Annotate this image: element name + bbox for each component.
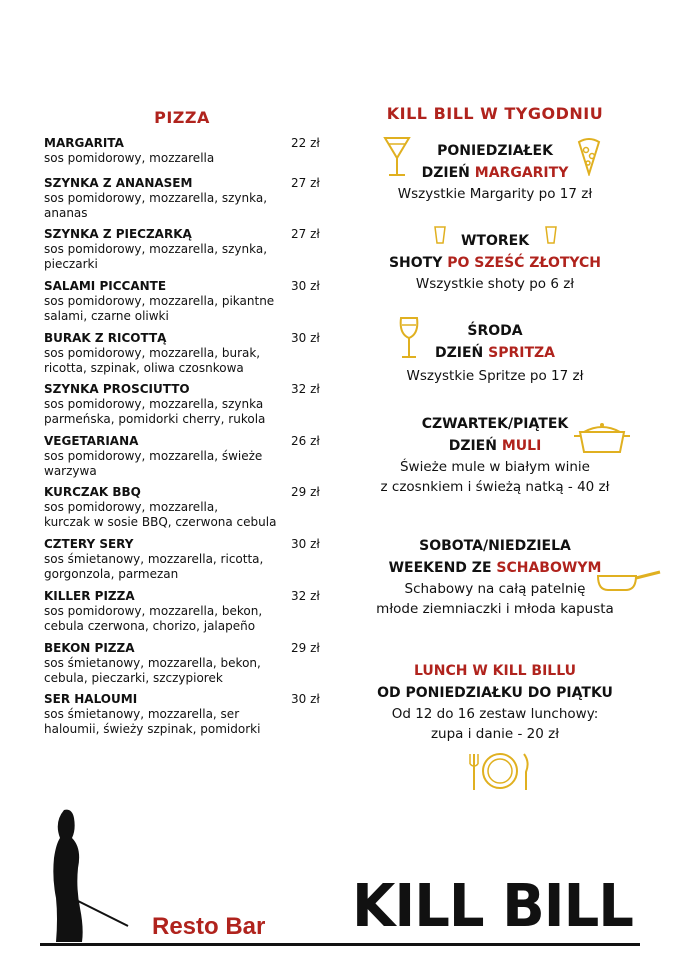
pizza-price: 30 zł xyxy=(291,692,320,706)
pizza-price: 27 zł xyxy=(291,227,320,241)
pizza-name: KURCZAK BBQ xyxy=(44,485,141,499)
week-section-title: KILL BILL W TYGODNIU xyxy=(386,104,604,123)
pizza-item xyxy=(44,136,334,166)
monday-special: DZIEŃ MARGARITY xyxy=(421,165,569,181)
pizza-item xyxy=(44,589,334,634)
shot-glass-icon xyxy=(434,226,446,244)
lunch-desc-2: zupa i danie - 20 zł xyxy=(430,726,560,742)
tuesday-desc: Wszystkie shoty po 6 zł xyxy=(415,276,575,292)
frying-pan-icon xyxy=(596,568,662,594)
pizza-item xyxy=(44,692,334,737)
pizza-description: sos pomidorowy, mozzarella, kurczak w sosie BBQ, czerwona cebula xyxy=(44,500,277,529)
pizza-price: 30 zł xyxy=(291,537,320,551)
pizza-name: SALAMI PICCANTE xyxy=(44,279,167,293)
thu-fri-desc-2: z czosnkiem i świeżą natką - 40 zł xyxy=(380,479,610,495)
lunch-desc-1: Od 12 do 16 zestaw lunchowy: xyxy=(391,706,599,722)
pizza-name: VEGETARIANA xyxy=(44,434,139,448)
pizza-price: 29 zł xyxy=(291,485,320,499)
plate-cutlery-icon xyxy=(468,750,532,792)
weekend-desc-1: Schabowy na całą patelnię xyxy=(404,581,586,597)
tuesday-block xyxy=(360,230,630,294)
pizza-price: 32 zł xyxy=(291,382,320,396)
pizza-slice-icon xyxy=(575,136,603,176)
wednesday-desc: Wszystkie Spritze po 17 zł xyxy=(406,368,584,384)
weekend-desc-2: młode ziemniaczki i młoda kapusta xyxy=(376,601,614,617)
lunch-days: OD PONIEDZIAŁKU DO PIĄTKU xyxy=(377,685,613,701)
brand-logo: KILL BILL xyxy=(352,872,633,941)
pizza-price: 26 zł xyxy=(291,434,320,448)
pizza-name: KILLER PIZZA xyxy=(44,589,135,603)
thu-fri-special: DZIEŃ MULI xyxy=(448,438,542,454)
pizza-name: SZYNKA Z PIECZARKĄ xyxy=(44,227,192,241)
pizza-item xyxy=(44,537,334,582)
pizza-name: MARGARITA xyxy=(44,136,124,150)
pizza-description: sos pomidorowy, mozzarella xyxy=(44,151,215,165)
pizza-description: sos pomidorowy, mozzarella, szynka, ananas xyxy=(44,191,268,220)
thu-fri-desc-1: Świeże mule w białym winie xyxy=(399,459,590,475)
pizza-description: sos śmietanowy, mozzarella, bekon, cebula, pieczarki, szczypiorek xyxy=(44,656,261,685)
bottom-divider xyxy=(40,943,640,946)
pizza-description: sos pomidorowy, mozzarella, szynka, pieczarki xyxy=(44,242,268,271)
tuesday-day: WTOREK xyxy=(460,233,530,249)
pizza-item xyxy=(44,641,334,686)
silhouette-woman-sword-icon xyxy=(42,808,132,948)
weekend-day: SOBOTA/NIEDZIELA xyxy=(419,538,571,554)
pizza-price: 30 zł xyxy=(291,279,320,293)
pizza-description: sos śmietanowy, mozzarella, ser haloumii, świeży szpinak, pomidorki xyxy=(44,707,261,736)
pizza-item xyxy=(44,434,334,479)
pizza-description: sos pomidorowy, mozzarella, pikantne salami, czarne oliwki xyxy=(44,294,275,323)
pot-icon xyxy=(574,420,630,456)
pizza-name: BURAK Z RICOTTĄ xyxy=(44,331,167,345)
weekend-block xyxy=(360,535,630,619)
pizza-description: sos śmietanowy, mozzarella, ricotta, gorgonzola, parmezan xyxy=(44,552,264,581)
pizza-price: 27 zł xyxy=(291,176,320,190)
weekend-special: WEEKEND ZE SCHABOWYM xyxy=(388,560,602,576)
cocktail-glass-icon xyxy=(383,136,411,178)
pizza-item xyxy=(44,331,334,376)
monday-desc: Wszystkie Margarity po 17 zł xyxy=(397,186,593,202)
pizza-name: CZTERY SERY xyxy=(44,537,134,551)
pizza-item xyxy=(44,176,334,221)
pizza-description: sos pomidorowy, mozzarella, bekon, cebula czerwona, chorizo, jalapeño xyxy=(44,604,263,633)
pizza-price: 22 zł xyxy=(291,136,320,150)
pizza-item xyxy=(44,227,334,272)
thu-fri-day: CZWARTEK/PIĄTEK xyxy=(421,416,569,432)
pizza-name: SZYNKA Z ANANASEM xyxy=(44,176,193,190)
pizza-description: sos pomidorowy, mozzarella, burak, ricotta, szpinak, oliwa czosnkowa xyxy=(44,346,261,375)
pizza-description: sos pomidorowy, mozzarella, szynka parmeńska, pomidorki cherry, rukola xyxy=(44,397,266,426)
pizza-price: 30 zł xyxy=(291,331,320,345)
shot-glass-icon xyxy=(545,226,557,244)
pizza-price: 32 zł xyxy=(291,589,320,603)
pizza-item xyxy=(44,382,334,427)
pizza-section-title: PIZZA xyxy=(154,108,210,127)
tuesday-special: SHOTY PO SZEŚĆ ZŁOTYCH xyxy=(388,255,602,271)
pizza-name: SER HALOUMI xyxy=(44,692,138,706)
pizza-price: 29 zł xyxy=(291,641,320,655)
pizza-description: sos pomidorowy, mozzarella, świeże warzywa xyxy=(44,449,263,478)
pizza-item xyxy=(44,485,334,530)
lunch-title: LUNCH W KILL BILLU xyxy=(413,663,577,679)
lunch-block xyxy=(360,660,630,744)
wine-glass-icon xyxy=(398,316,420,360)
pizza-name: SZYNKA PROSCIUTTO xyxy=(44,382,190,396)
tagline: Resto Bar xyxy=(152,913,266,940)
pizza-name: BEKON PIZZA xyxy=(44,641,135,655)
pizza-item xyxy=(44,279,334,324)
wednesday-special: DZIEŃ SPRITZA xyxy=(434,345,555,361)
monday-day: PONIEDZIAŁEK xyxy=(437,143,553,159)
wednesday-day: ŚRODA xyxy=(467,323,523,339)
